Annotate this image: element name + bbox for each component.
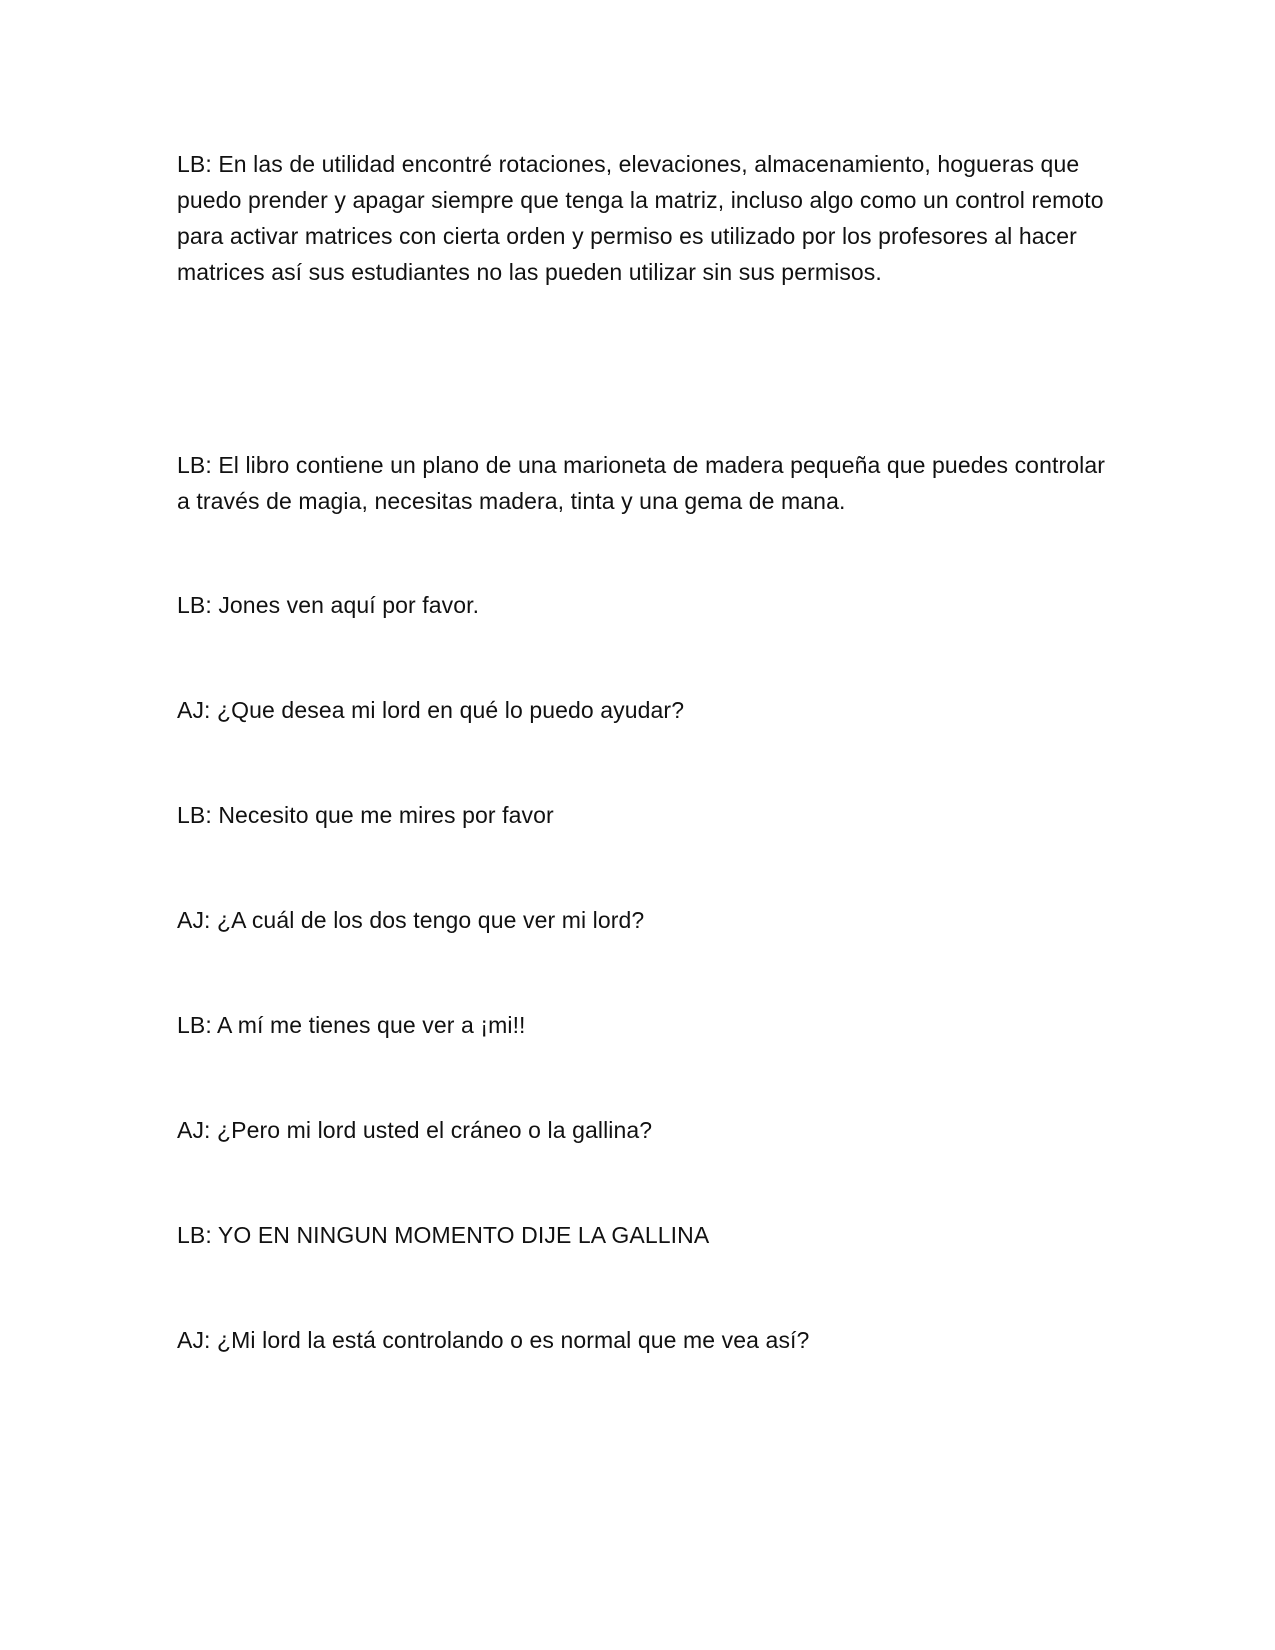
dialogue-paragraph-aj-which: AJ: ¿A cuál de los dos tengo que ver mi lord? xyxy=(177,907,645,933)
dialogue-paragraph-lb-book: LB: El libro contiene un plano de una marioneta de madera pequeña que puedes controlar a través de magia, necesitas madera, tinta y una gema de mana. xyxy=(177,452,1105,514)
dialogue-paragraph-lb-chicken: LB: YO EN NINGUN MOMENTO DIJE LA GALLINA xyxy=(177,1222,710,1248)
dialogue-paragraph-lb-look: LB: Necesito que me mires por favor xyxy=(177,802,554,828)
dialogue-paragraph-lb-me: LB: A mí me tienes que ver a ¡mi!! xyxy=(177,1012,526,1038)
dialogue-paragraph-lb-utility: LB: En las de utilidad encontré rotaciones, elevaciones, almacenamiento, hogueras que puedo prender y apagar siempre que tenga la matriz, incluso algo como un control remoto para activar matrices con cierta orden y permiso es utilizado por los profesores al hacer matrices así sus estudiantes no las pueden utilizar sin sus permisos. xyxy=(177,151,1104,285)
dialogue-paragraph-aj-skull: AJ: ¿Pero mi lord usted el cráneo o la gallina? xyxy=(177,1117,653,1143)
dialogue-paragraph-lb-jones: LB: Jones ven aquí por favor. xyxy=(177,592,480,618)
dialogue-paragraph-aj-control: AJ: ¿Mi lord la está controlando o es normal que me vea así? xyxy=(177,1327,810,1353)
dialogue-paragraph-aj-question: AJ: ¿Que desea mi lord en qué lo puedo ayudar? xyxy=(177,697,685,723)
